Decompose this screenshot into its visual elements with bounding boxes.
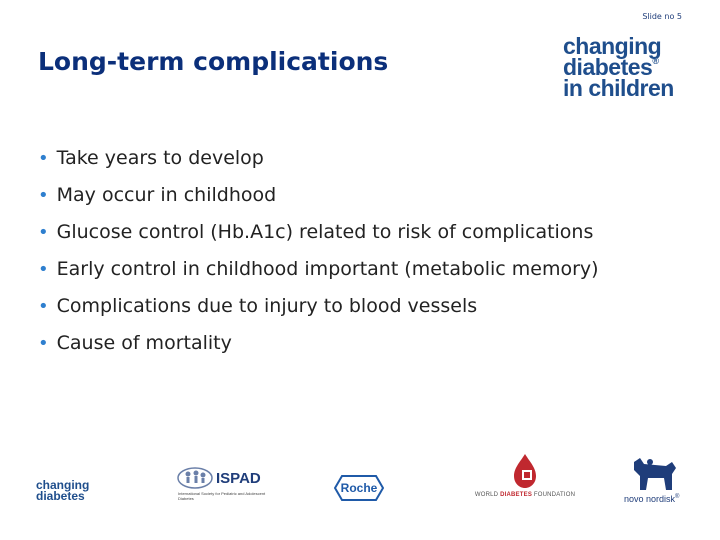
apis-bull-icon <box>622 456 688 494</box>
ispad-figures-icon <box>176 466 214 490</box>
registered-mark: ® <box>652 56 659 67</box>
world-diabetes-foundation-logo: WORLD DIABETES FOUNDATION <box>470 452 580 502</box>
bullet-item: • Glucose control (Hb.A1c) related to risk of complications <box>38 221 594 243</box>
bullet-item: • Complications due to injury to blood vessels <box>38 295 478 317</box>
novo-nordisk-logo <box>622 456 688 506</box>
slide-number: Slide no 5 <box>642 12 682 21</box>
ispad-logo: ISPAD International Society for Pediatric and Adolescent Diabetes <box>176 466 266 502</box>
changing-diabetes-logo <box>563 33 683 102</box>
bullet-item: • Cause of mortality <box>38 332 232 354</box>
bullet-icon: • <box>38 259 49 280</box>
bullet-item: • May occur in childhood <box>38 184 277 206</box>
logo-line-2: diabetes® <box>563 54 659 81</box>
bullet-icon: • <box>38 333 49 354</box>
bullet-item: • Early control in childhood important (metabolic memory) <box>38 258 599 280</box>
bullet-icon: • <box>38 185 49 206</box>
slide-title: Long-term complications <box>38 47 389 76</box>
bullet-icon: • <box>38 222 49 243</box>
bullet-list <box>38 146 599 368</box>
novo-nordisk-name: novo nordisk® <box>624 494 680 504</box>
bullet-icon: • <box>38 296 49 317</box>
bullet-icon: • <box>38 148 49 169</box>
wdf-drop-icon <box>470 452 580 492</box>
changing-diabetes-small-logo: changing diabetes <box>36 478 90 504</box>
bullet-item: • Take years to develop <box>38 147 264 169</box>
logo-line-3: in children <box>563 75 674 102</box>
roche-logo: Roche <box>334 474 384 502</box>
logo-line-1: changing <box>563 33 662 59</box>
